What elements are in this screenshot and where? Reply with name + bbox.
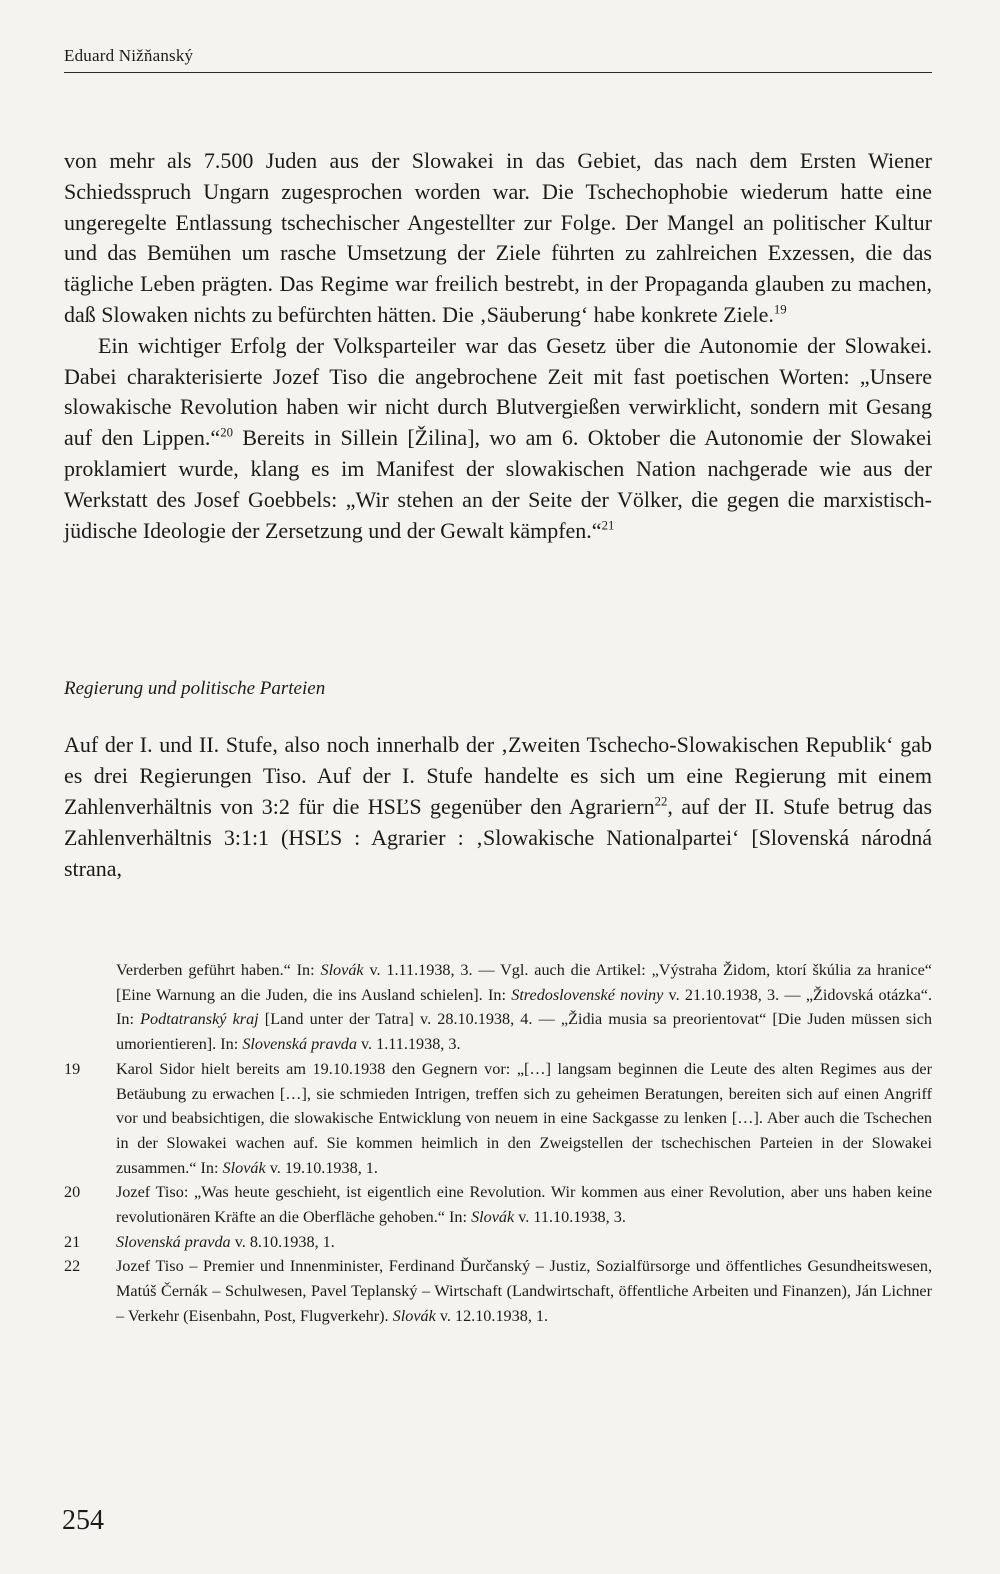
- fn-source-title: Stredoslovenské noviny: [511, 985, 664, 1004]
- footnote-20: [64, 1180, 932, 1229]
- fn-text: Jozef Tiso: „Was heute geschieht, ist eigentlich eine Revolution. Wir kommen aus einer Revolution, aber uns haben keine revolutionären Kräfte an die Oberfläche gehoben.“ In:: [116, 1183, 932, 1227]
- section-text-a: Auf der I. und II. Stufe, also noch innerhalb der ‚Zweiten Tschecho-Slowakischen Republik‘ gab es drei Regierungen Tiso. Auf der I. Stufe handelte es sich um eine Regierung mit einem Zahlenverhältnis von 3:2 für die HSĽS gegenüber den Agrariern: [64, 732, 932, 819]
- fn-source-title: Slovák: [320, 961, 364, 979]
- fn-text: v. 1.11.1938, 3. — Vgl. auch die Artikel: „Výstraha Židom, ktorí škúlia za hranice“ [Eine Warnung an die Juden, die ins Ausland schielen]. In:: [116, 961, 932, 1004]
- fn-source-title: Slovenská pravda: [116, 1232, 231, 1251]
- section-heading: Regierung und politische Parteien: [64, 678, 326, 699]
- footnote-ref-21[interactable]: 21: [601, 518, 615, 533]
- header-rule: [64, 72, 932, 73]
- paragraph-1: [64, 146, 932, 331]
- fn-text: Karol Sidor hielt bereits am 19.10.1938 den Gegnern vor: „[…] langsam beginnen die Leute des alten Regimes aus der Betäubung zu erwachen […], sie schmieden Intrigen, treffen sich zu geheimen Beratungen, bereiten sich auf einen Angriff vor und beabsichtigen, die slowakische Entwicklung von neuem in eine Sackgasse zu lenken […]. Aber auch die Tschechen in der Slowakei wachen auf. Sie kommen heimlich in den Zweigstellen der tschechischen Parteien in der Slowakei zusammen.“ In:: [116, 1059, 932, 1177]
- fn-text: Verderben geführt haben.“ In:: [116, 961, 321, 979]
- footnote-continued: [64, 958, 932, 1057]
- footnote-ref-20[interactable]: 20: [220, 425, 233, 440]
- footnotes: [64, 958, 932, 1329]
- paragraph-2-text-b: Bereits in Sillein [Žilina], wo am 6. Oktober die Autonomie der Slowakei proklamiert wurde, klang es im Manifest der slowakischen Nation nachgerade wie aus der Werkstatt des Josef Goebbels: „Wir stehen an der Seite der Völker, die gegen die marxistisch-jüdische Ideologie der Zersetzung und der Gewalt kämpfen.“: [64, 425, 933, 543]
- fn-text: v. 11.10.1938, 3.: [514, 1208, 626, 1227]
- fn-source-title: Slovák: [222, 1158, 266, 1177]
- footnote-number: 21: [64, 1232, 81, 1251]
- paragraph-2-text-a: Ein wichtiger Erfolg der Volksparteiler war das Gesetz über die Autonomie der Slowakei. Dabei charakterisierte Jozef Tiso die angebrochene Zeit mit fast poetischen Worten: „Unsere slowakische Revolution haben wir nicht durch Blutvergießen verwirklicht, sondern mit Gesang auf den Lippen.“: [64, 332, 932, 451]
- running-head-author: Eduard Nižňanský: [64, 46, 194, 65]
- footnote-number: 20: [64, 1183, 81, 1202]
- section-text-b: , auf der II. Stufe betrug das Zahlenverhältnis 3:1:1 (HSĽS : Agrarier : ‚Slowakische Nationalpartei‘ [Slovenská národná strana,: [64, 794, 933, 881]
- fn-text: v. 1.11.1938, 3.: [356, 1035, 461, 1054]
- fn-source-title: Slovenská pravda: [242, 1035, 357, 1054]
- fn-source-title: Podtatranský kraj: [140, 1010, 259, 1029]
- footnote-22: [64, 1254, 932, 1328]
- fn-text: v. 19.10.1938, 1.: [265, 1158, 378, 1177]
- main-text: [64, 146, 932, 546]
- fn-text: v. 21.10.1938, 3. — „Židovská otázka“. In:: [116, 985, 932, 1029]
- footnote-ref-22[interactable]: 22: [654, 794, 668, 809]
- footnote-number: 19: [64, 1059, 81, 1078]
- footnote-number: 22: [64, 1257, 81, 1276]
- fn-text: [Land unter der Tatra] v. 28.10.1938, 4. — „Židia musia sa preorientovat“ [Die Juden müssen sich umorientieren]. In:: [116, 1010, 932, 1054]
- fn-source-title: Slovák: [471, 1208, 515, 1227]
- fn-text: v. 12.10.1938, 1.: [435, 1306, 549, 1325]
- footnote-ref-19[interactable]: 19: [773, 302, 787, 317]
- footnote-19: [64, 1057, 932, 1181]
- footnote-21: [64, 1230, 932, 1255]
- paragraph-2: [64, 331, 932, 547]
- fn-text: Jozef Tiso – Premier und Innenminister, Ferdinand Ďurčanský – Justiz, Sozialfürsorge und öffentliches Gesundheitswesen, Matúš Černák – Schulwesen, Pavel Teplanský – Wirtschaft (Landwirtschaft, öffentliche Arbeiten und Finanzen), Ján Lichner – Verkehr (Eisenbahn, Post, Flugverkehr).: [116, 1257, 932, 1325]
- fn-source-title: Slovák: [392, 1306, 436, 1325]
- fn-text: v. 8.10.1938, 1.: [230, 1232, 335, 1251]
- page-number: 254: [62, 1505, 104, 1536]
- paragraph-1-text: von mehr als 7.500 Juden aus der Slowakei in das Gebiet, das nach dem Ersten Wiener Schiedsspruch Ungarn zugesprochen worden war. Die Tschechophobie wiederum hatte eine ungeregelte Entlassung tschechischer Angestellter zur Folge. Der Mangel an politischer Kultur und das Bemühen um rasche Umsetzung der Ziele führten zu zahlreichen Exzessen, die das tägliche Leben prägten. Das Regime war freilich bestrebt, in der Propaganda glauben zu machen, daß Slowaken nichts zu befürchten hätten. Die ‚Säuberung‘ habe konkrete Ziele.: [64, 148, 932, 327]
- section-paragraph: [64, 729, 932, 884]
